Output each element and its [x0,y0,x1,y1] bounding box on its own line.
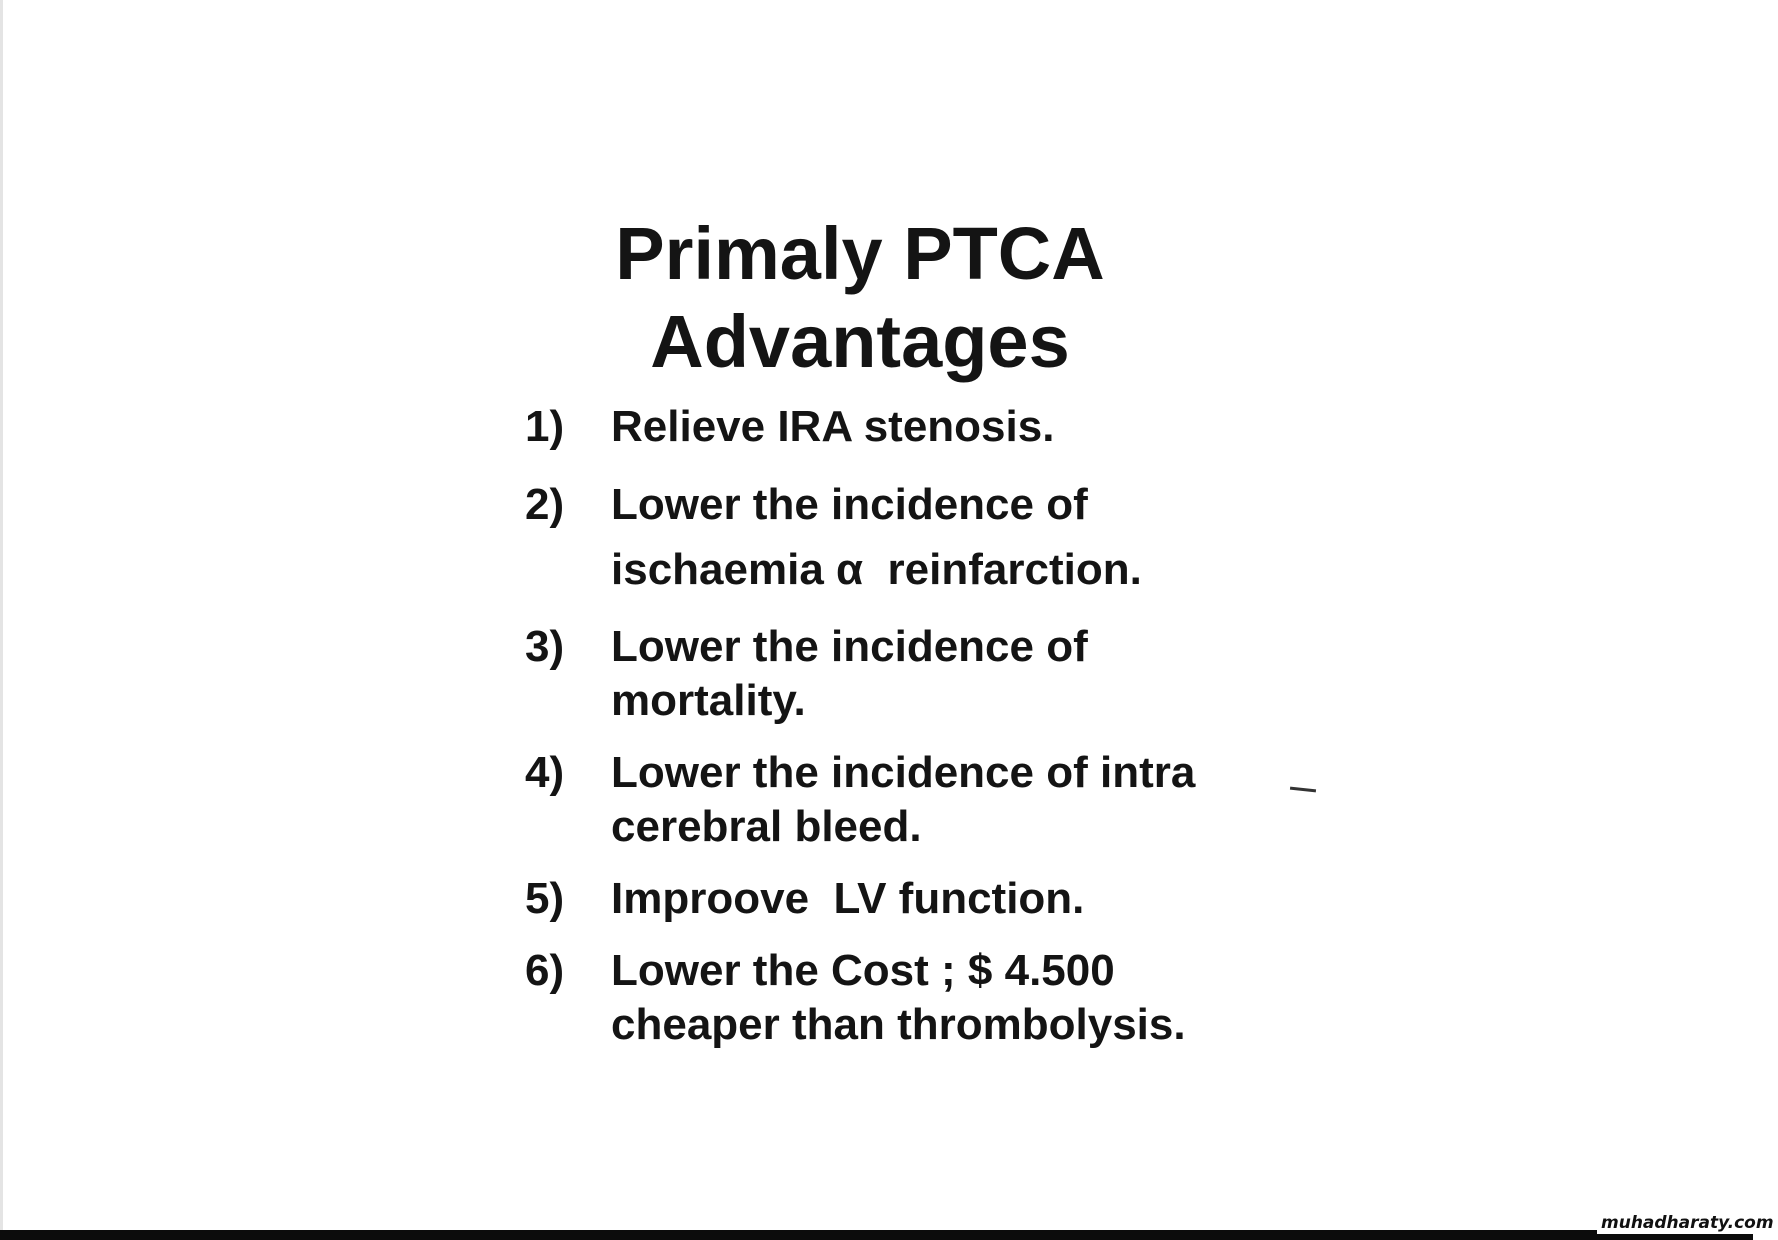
list-item [525,620,1425,728]
scan-edge [0,0,3,1240]
item-text: Lower the incidence of ischaemia α reinfarction. [611,480,1142,594]
watermark: muhadharaty.com [1597,1212,1778,1234]
item-number: 1) [525,402,565,451]
item-text: Improove LV function. [611,874,1085,923]
list-item [525,872,1425,926]
title-line-1: Primaly PTCA [615,212,1105,295]
item-number: 6) [525,946,565,995]
title-line-2: Advantages [650,300,1070,383]
item-text: Lower the incidence of intra cerebral bleed. [611,748,1196,851]
item-number: 2) [525,480,565,529]
bottom-scan-bar [0,1230,1753,1240]
item-number: 3) [525,622,565,671]
slide-title [500,210,1220,386]
item-number: 5) [525,874,565,923]
list-item [525,472,1425,602]
item-text: Lower the incidence of mortality. [611,622,1088,725]
list-item [525,746,1425,854]
advantages-list [525,400,1425,1070]
list-item [525,400,1425,454]
item-text: Lower the Cost ; $ 4.500 cheaper than thrombolysis. [611,946,1186,1049]
list-item [525,944,1425,1052]
item-text: Relieve IRA stenosis. [611,402,1055,451]
item-number: 4) [525,748,565,797]
